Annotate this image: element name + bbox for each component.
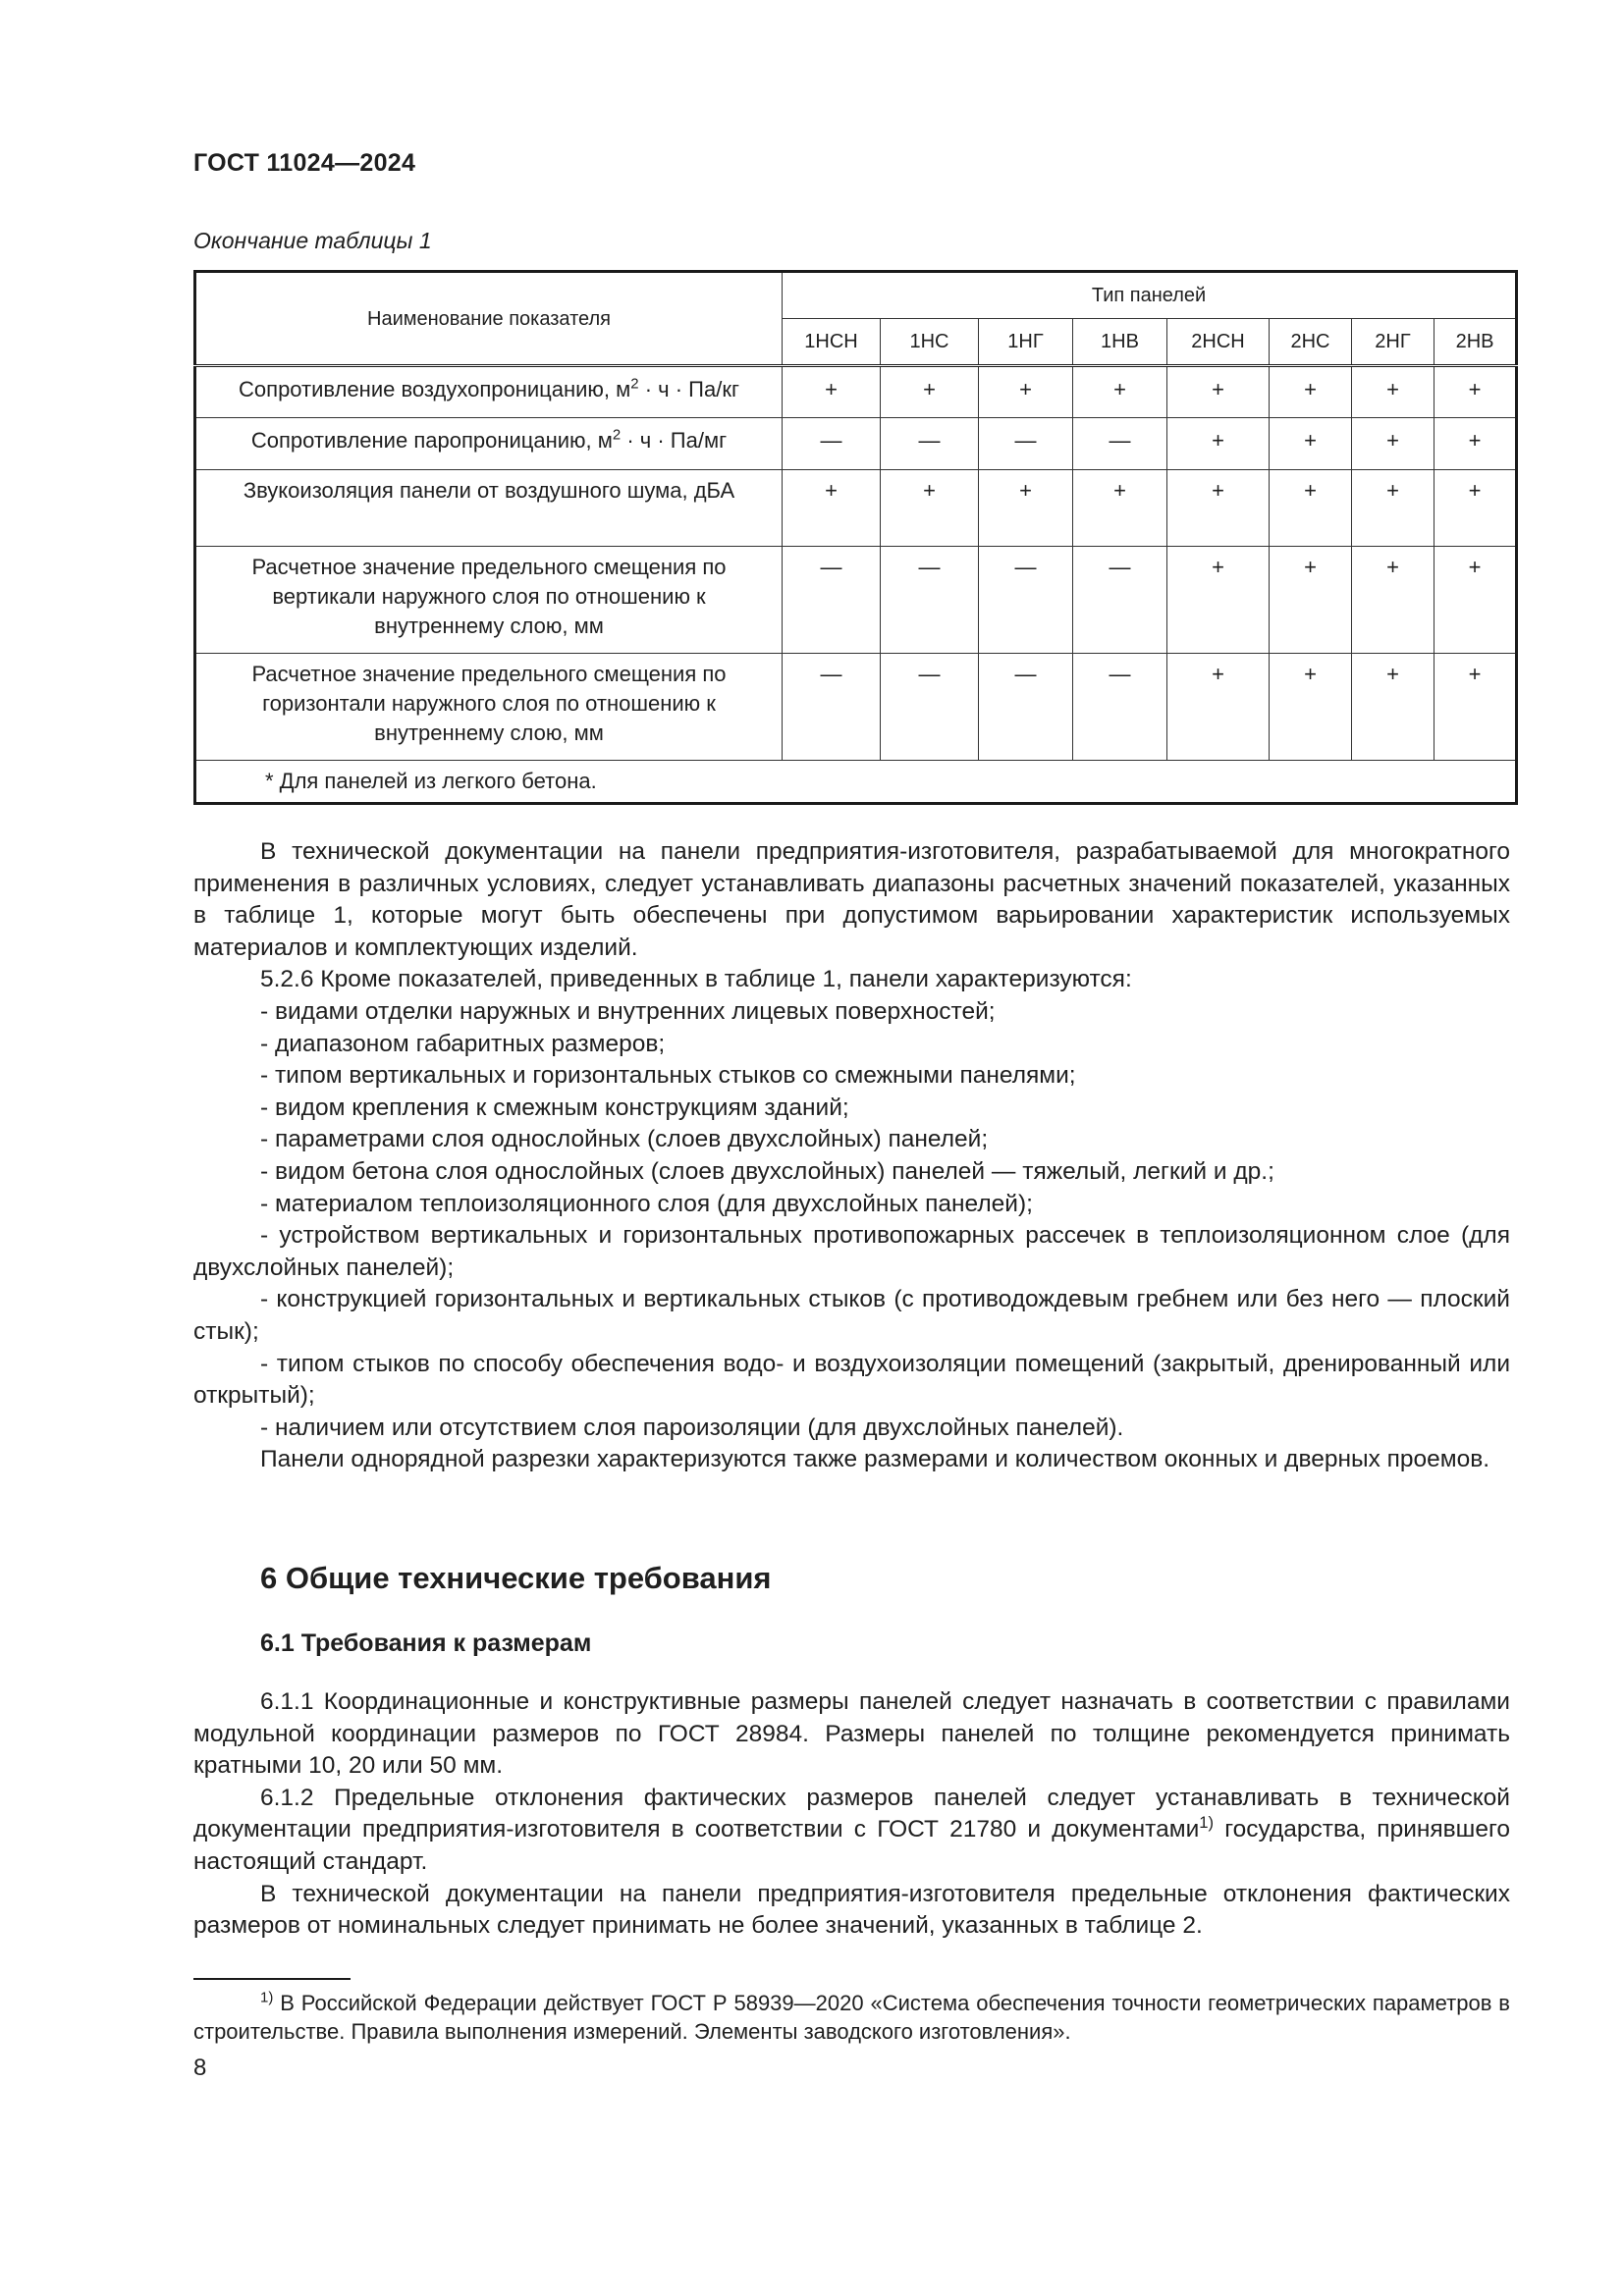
table-cell: + <box>1073 470 1167 547</box>
column-group-header: Тип панелей <box>783 272 1517 319</box>
table-cell: — <box>1073 654 1167 761</box>
table-cell: + <box>1435 418 1517 470</box>
table-cell: — <box>881 654 979 761</box>
list-item: - типом вертикальных и горизонтальных стыков со смежными панелями; <box>260 1062 1076 1090</box>
indicator-name: Звукоизоляция панели от воздушного шума, дБА <box>195 470 783 547</box>
type-header: 1НС <box>881 319 979 366</box>
table-row <box>195 654 1517 761</box>
table-cell: + <box>1167 418 1270 470</box>
indicators-table <box>193 270 1518 805</box>
list-item: - параметрами слоя однослойных (слоев двухслойных) панелей; <box>260 1126 989 1153</box>
section-text-block <box>193 1686 1510 1943</box>
indicator-name: Сопротивление паропроницанию, $м^2 \cdot ч \cdot Па/мг$ <box>195 418 783 470</box>
list-item: - типом стыков по способу обеспечения водо- и воздухоизоляции помещений (закрытый, дренированный или открытый); <box>193 1350 1510 1410</box>
table-cell: + <box>783 470 881 547</box>
list-item: - конструкцией горизонтальных и вертикальных стыков (с противодождевым гребнем или без него — плоский стык); <box>193 1286 1510 1345</box>
table-cell: — <box>979 654 1073 761</box>
list-item: - материалом теплоизоляционного слоя (для двухслойных панелей); <box>260 1190 1033 1217</box>
table-cell: — <box>1073 547 1167 654</box>
type-header: 2НВ <box>1435 319 1517 366</box>
table-note: * Для панелей из легкого бетона. <box>195 761 1517 804</box>
table-cell: + <box>1352 547 1435 654</box>
indicator-name: Расчетное значение предельного смещения по вертикали наружного слоя по отношению к внутреннему слою, мм <box>195 547 783 654</box>
list-item: - устройством вертикальных и горизонтальных противопожарных рассечек в теплоизоляционном слое (для двухслойных панелей); <box>193 1222 1510 1281</box>
table-cell: + <box>1073 366 1167 418</box>
table-row <box>195 366 1517 418</box>
table-row <box>195 547 1517 654</box>
type-header: 2НГ <box>1352 319 1435 366</box>
table-cell: + <box>881 470 979 547</box>
table-cell: + <box>1270 418 1352 470</box>
table-cell: + <box>1435 654 1517 761</box>
column-header-name: Наименование показателя <box>195 272 783 366</box>
table-cell: + <box>783 366 881 418</box>
list-item: - наличием или отсутствием слоя пароизоляции (для двухслойных панелей). <box>260 1414 1124 1441</box>
list-item: - видом бетона слоя однослойных (слоев двухслойных) панелей — тяжелый, легкий и др.; <box>260 1157 1274 1185</box>
table-caption: Окончание таблицы 1 <box>193 228 432 253</box>
table-cell: + <box>1270 547 1352 654</box>
standard-header: ГОСТ 11024—2024 <box>193 149 416 177</box>
footnote <box>193 1989 1510 2046</box>
footnote-divider <box>193 1978 351 1980</box>
table-cell: + <box>1167 470 1270 547</box>
table-cell: + <box>1270 366 1352 418</box>
list-item: - видами отделки наружных и внутренних лицевых поверхностей; <box>260 997 996 1025</box>
type-header: 1НГ <box>979 319 1073 366</box>
table-cell: + <box>1270 654 1352 761</box>
table-cell: + <box>1435 470 1517 547</box>
table-cell: + <box>1167 366 1270 418</box>
table-cell: — <box>783 654 881 761</box>
table-cell: — <box>783 418 881 470</box>
paragraph: 6.1.2 Предельные отклонения фактических размеров панелей следует устанавливать в технической документации предприятия-изготовителя в соответствии с ГОСТ 21780 и документами$^{1)}$ государства, принявшего настоящий стандарт. <box>193 1784 1510 1875</box>
page-number: 8 <box>193 2055 207 2081</box>
footnote-text: В Российской Федерации действует ГОСТ Р 58939—2020 «Система обеспечения точности геометрических параметров в строительстве. Правила выполнения измерений. Элементы заводского изготовления». <box>193 1991 1510 2044</box>
table-cell: + <box>1352 654 1435 761</box>
table-cell: + <box>1167 547 1270 654</box>
table-cell: + <box>1167 654 1270 761</box>
footnote-ref: 1) <box>1199 1813 1215 1833</box>
table-cell: — <box>783 547 881 654</box>
table-cell: + <box>979 366 1073 418</box>
table-cell: — <box>881 418 979 470</box>
table-cell: + <box>1435 547 1517 654</box>
paragraph: В технической документации на панели предприятия-изготовителя, разрабатываемой для многократного применения в различных условиях, следует устанавливать диапазоны расчетных значений показателей, указанных в таблице 1, которые могут быть обеспечены при допустимом варьировании характеристик используемых материалов и комплектующих изделий. <box>193 838 1510 961</box>
table-cell: + <box>1352 470 1435 547</box>
table-cell: — <box>979 418 1073 470</box>
type-header: 2НСН <box>1167 319 1270 366</box>
table-cell: + <box>1435 366 1517 418</box>
table-cell: + <box>979 470 1073 547</box>
type-header: 1НСН <box>783 319 881 366</box>
table-cell: + <box>1270 470 1352 547</box>
footnote-marker: 1) <box>260 1989 274 2006</box>
table-cell: — <box>881 547 979 654</box>
subsection-title: 6.1 Требования к размерам <box>260 1629 592 1657</box>
table-cell: + <box>1352 418 1435 470</box>
table-cell: — <box>1073 418 1167 470</box>
table-cell: — <box>979 547 1073 654</box>
table-row <box>195 470 1517 547</box>
indicator-name: Расчетное значение предельного смещения по горизонтали наружного слоя по отношению к внутреннему слою, мм <box>195 654 783 761</box>
type-header: 2НС <box>1270 319 1352 366</box>
section-title: 6 Общие технические требования <box>260 1561 772 1595</box>
paragraph: Панели однорядной разрезки характеризуются также размерами и количеством оконных и дверных проемов. <box>260 1446 1490 1473</box>
table-note-row <box>195 761 1517 804</box>
table-cell: + <box>881 366 979 418</box>
type-header: 1НВ <box>1073 319 1167 366</box>
paragraph: 5.2.6 Кроме показателей, приведенных в таблице 1, панели характеризуются: <box>260 966 1132 993</box>
list-item: - диапазоном габаритных размеров; <box>260 1030 666 1057</box>
list-item: - видом крепления к смежным конструкциям зданий; <box>260 1094 849 1121</box>
table-cell: + <box>1352 366 1435 418</box>
paragraph: 6.1.1 Координационные и конструктивные размеры панелей следует назначать в соответствии с правилами модульной координации размеров по ГОСТ 28984. Размеры панелей по толщине рекомендуется принимать кратными 10, 20 или 50 мм. <box>193 1688 1510 1780</box>
body-text-block <box>193 836 1510 1476</box>
table-row <box>195 418 1517 470</box>
indicator-name: Сопротивление воздухопроницанию, $м^2 \cdot ч \cdot Па/кг$ <box>195 366 783 418</box>
paragraph: В технической документации на панели предприятия-изготовителя предельные отклонения фактических размеров от номинальных следует принимать не более значений, указанных в таблице 2. <box>193 1880 1510 1940</box>
